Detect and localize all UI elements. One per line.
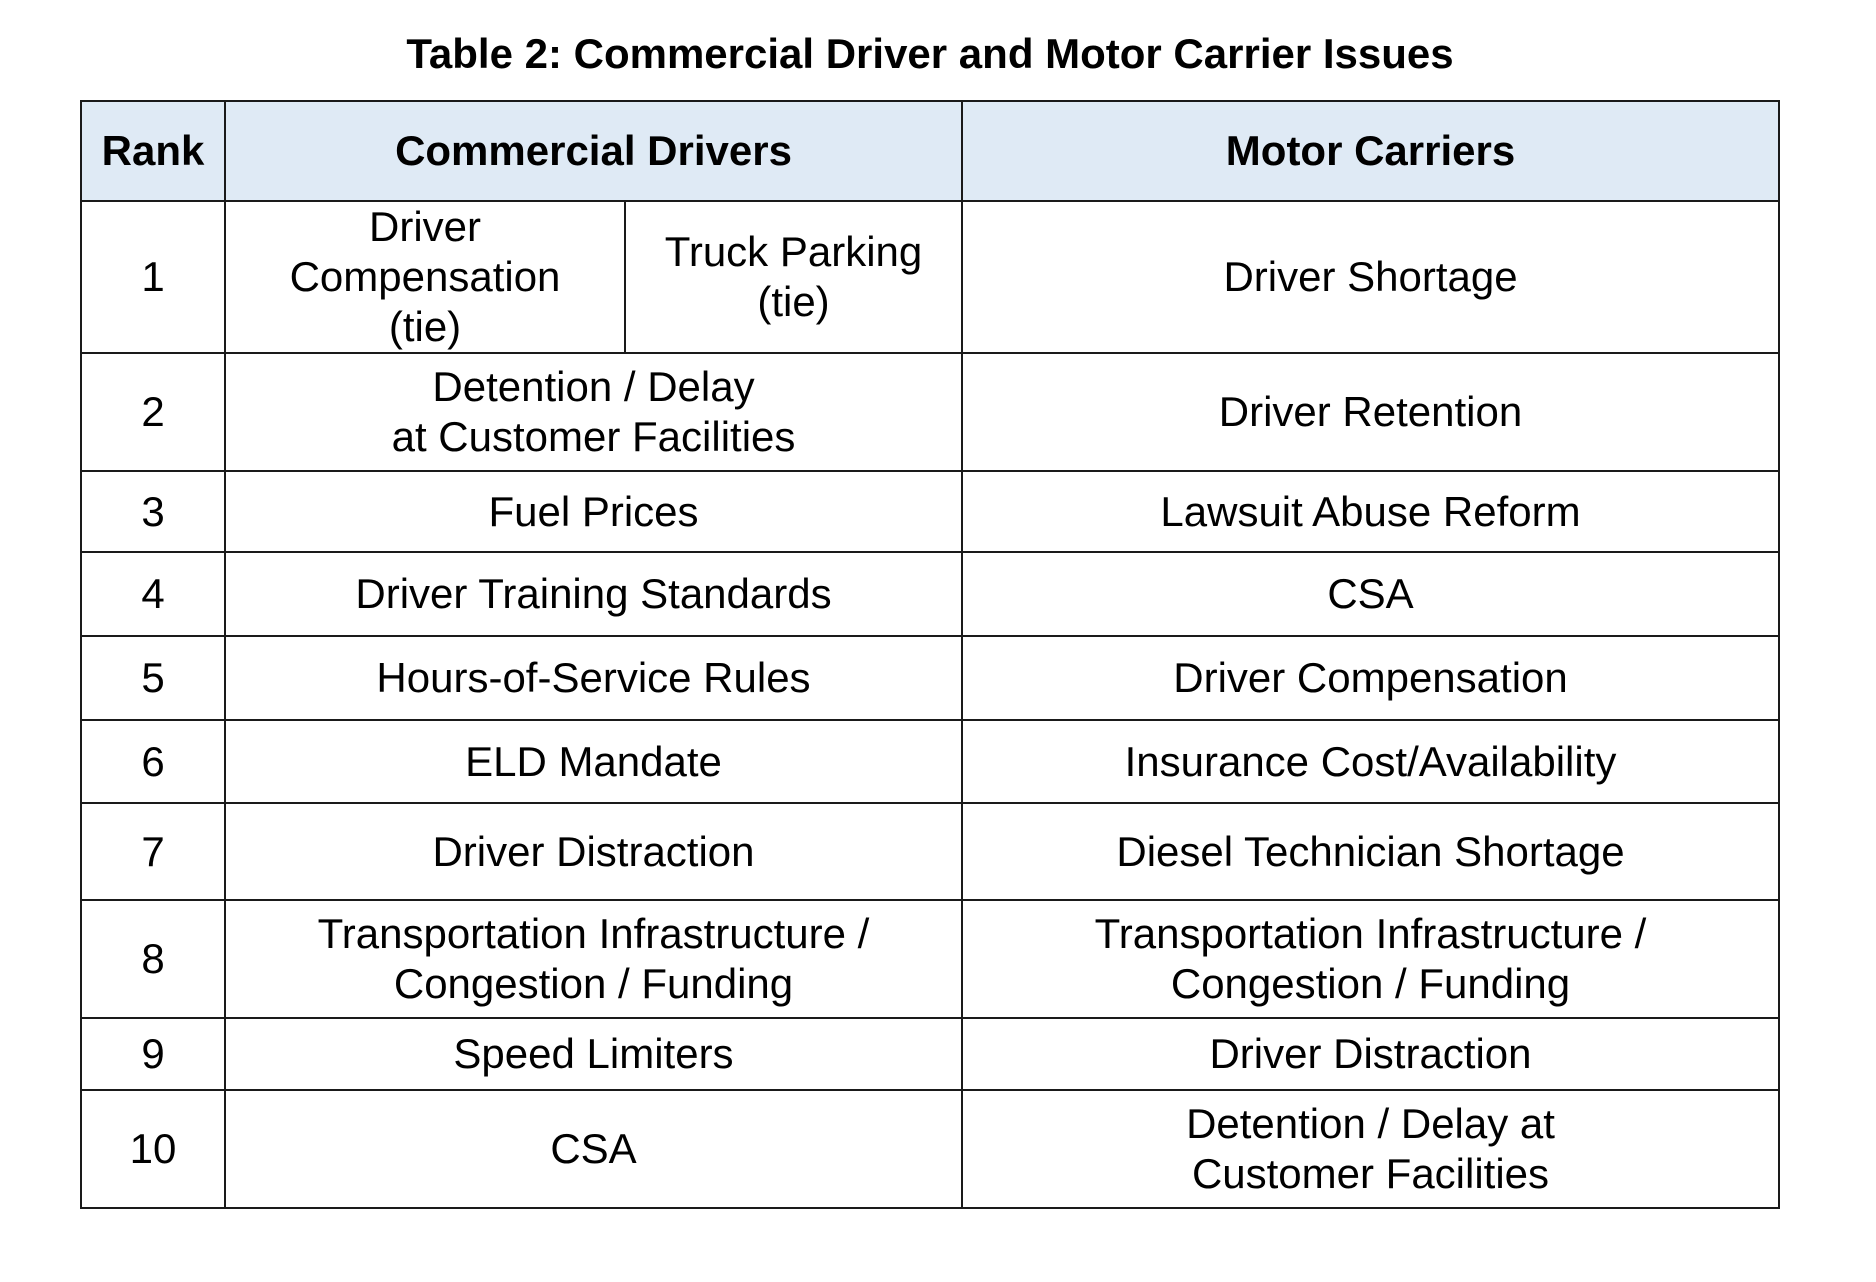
rank-cell: 6: [81, 720, 225, 803]
rank-cell: 10: [81, 1090, 225, 1208]
carrier-issue-cell: Detention / Delay at Customer Facilities: [962, 1090, 1779, 1208]
table-row: [81, 552, 1779, 636]
table-row: [81, 720, 1779, 803]
header-commercial-drivers: Commercial Drivers: [225, 101, 962, 201]
table-row: [81, 900, 1779, 1018]
page-title: Table 2: Commercial Driver and Motor Carrier Issues: [406, 30, 1454, 77]
carrier-issue-cell: Diesel Technician Shortage: [962, 803, 1779, 900]
driver-issue-cell: Hours-of-Service Rules: [225, 636, 962, 720]
rank-cell: 7: [81, 803, 225, 900]
carrier-issue-cell: Driver Shortage: [962, 201, 1779, 353]
table-row: [81, 471, 1779, 552]
carrier-issue-cell: Transportation Infrastructure / Congestion / Funding: [962, 900, 1779, 1018]
driver-issue-cell: ELD Mandate: [225, 720, 962, 803]
driver-issue-cell: CSA: [225, 1090, 962, 1208]
driver-issue-cell: Speed Limiters: [225, 1018, 962, 1090]
carrier-issue-cell: Lawsuit Abuse Reform: [962, 471, 1779, 552]
carrier-issue-cell: Driver Compensation: [962, 636, 1779, 720]
driver-issue-cell: Detention / Delay at Customer Facilities: [225, 353, 962, 471]
carrier-issue-cell: Driver Retention: [962, 353, 1779, 471]
rank-cell: 2: [81, 353, 225, 471]
rank-cell: 8: [81, 900, 225, 1018]
driver-issue-cell: Fuel Prices: [225, 471, 962, 552]
carrier-issue-cell: Insurance Cost/Availability: [962, 720, 1779, 803]
table-row: [81, 636, 1779, 720]
table-row: [81, 353, 1779, 471]
issues-table: [80, 100, 1780, 1209]
rank-cell: 4: [81, 552, 225, 636]
driver-issue-cell: Driver Training Standards: [225, 552, 962, 636]
rank-cell: 5: [81, 636, 225, 720]
table-row: [81, 803, 1779, 900]
table-row: [81, 1090, 1779, 1208]
table-row: [81, 1018, 1779, 1090]
rank-cell: 1: [81, 201, 225, 353]
rank-cell: 3: [81, 471, 225, 552]
header-motor-carriers: Motor Carriers: [962, 101, 1779, 201]
driver-issue-cell: Driver Distraction: [225, 803, 962, 900]
table-header-row: [81, 101, 1779, 201]
driver-issue-cell: Driver Compensation (tie): [225, 201, 625, 353]
driver-issue-cell: Transportation Infrastructure / Congestion / Funding: [225, 900, 962, 1018]
table-row: [81, 201, 1779, 353]
rank-cell: 9: [81, 1018, 225, 1090]
driver-issue-cell: Truck Parking (tie): [625, 201, 962, 353]
header-rank: Rank: [81, 101, 225, 201]
carrier-issue-cell: CSA: [962, 552, 1779, 636]
carrier-issue-cell: Driver Distraction: [962, 1018, 1779, 1090]
